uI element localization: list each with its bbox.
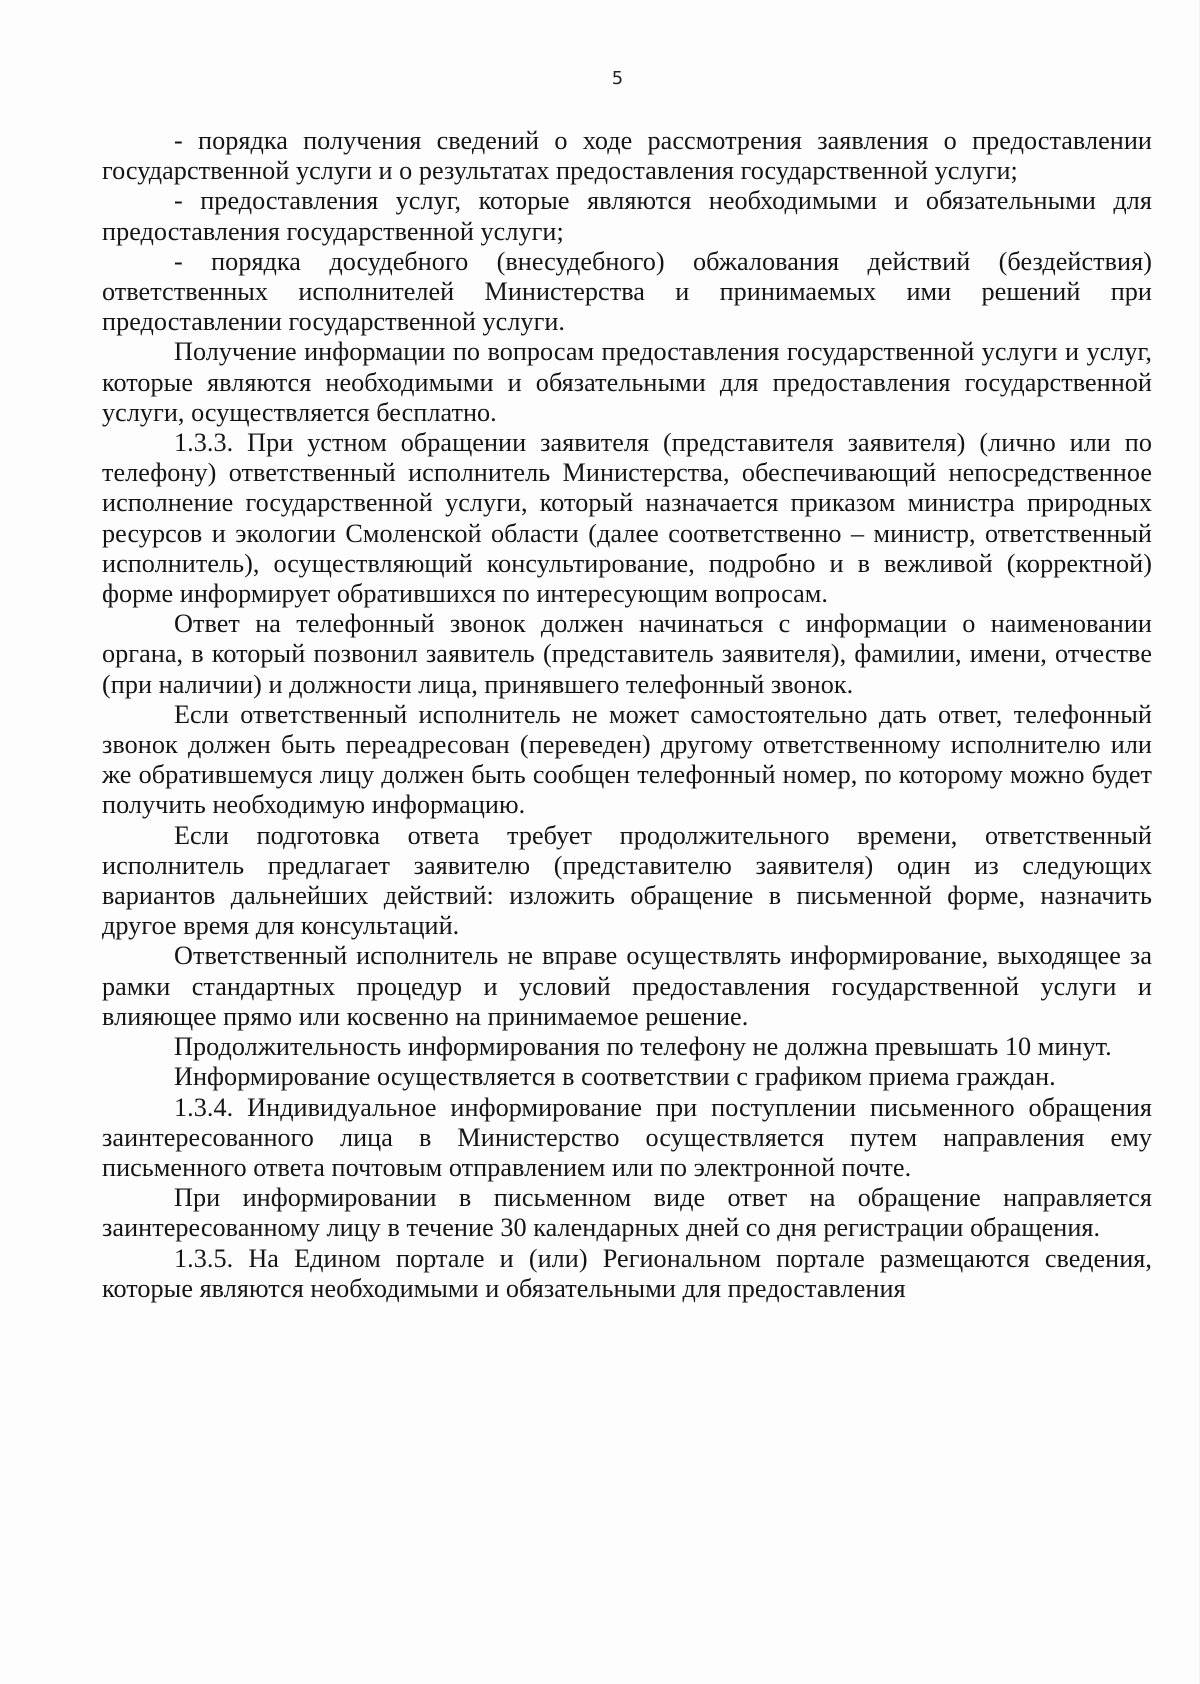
paragraph-section-1-3-4: 1.3.4. Индивидуальное информирование при поступлении письменного обращения заинтересованного лица в Министерство осуществляется путем направления ему письменного ответа почтовым отправлением или по электронной почте. [102,1092,1152,1182]
paragraph-free-information: Получение информации по вопросам предоставления государственной услуги и услуг, которые являются необходимыми и обязательными для предоставления государственной услуги, осуществляется бесплатно. [102,337,1152,427]
paragraph-appeal-procedure: - порядка досудебного (внесудебного) обжалования действий (бездействия) ответственных исполнителей Министерства и принимаемых ими решений при предоставлении государственной услуги. [102,246,1152,337]
paragraph-phone-answer: Ответ на телефонный звонок должен начинаться с информации о наименовании органа, в который позвонил заявитель (представитель заявителя), фамилии, имени, отчестве (при наличии) и должности лица, принявшего телефонный звонок. [102,609,1152,699]
paragraph-long-preparation: Если подготовка ответа требует продолжительного времени, ответственный исполнитель предлагает заявителю (представителю заявителя) один из следующих вариантов дальнейших действий: изложить обращение в письменной форме, назначить другое время для консультаций. [102,820,1152,941]
paragraph-section-1-3-5: 1.3.5. На Едином портале и (или) Региональном портале размещаются сведения, которые являются необходимыми и обязательными для предоставления [102,1243,1152,1303]
paragraph-procedure-info: - порядка получения сведений о ходе рассмотрения заявления о предоставлении государственной услуги и о результатах предоставления государственной услуги; [102,126,1152,186]
paragraph-phone-duration: Продолжительность информирования по телефону не должна превышать 10 минут. [174,1032,1112,1062]
page-number: 5 [611,68,624,89]
paragraph-call-redirect: Если ответственный исполнитель не может самостоятельно дать ответ, телефонный звонок должен быть переадресован (переведен) другому ответственному исполнителю или же обратившемуся лицу должен быть сообщен телефонный номер, по которому можно будет получить необходимую информацию. [102,699,1152,820]
paragraph-written-response: При информировании в письменном виде ответ на обращение направляется заинтересованному лицу в течение 30 календарных дней со дня регистрации обращения. [102,1183,1152,1243]
paragraph-required-services: - предоставления услуг, которые являются необходимыми и обязательными для предоставления государственной услуги; [102,186,1152,246]
document-body [102,126,1152,1304]
paragraph-reception-schedule: Информирование осуществляется в соответствии с графиком приема граждан. [174,1062,1056,1092]
paragraph-section-1-3-3: 1.3.3. При устном обращении заявителя (представителя заявителя) (лично или по телефону) ответственный исполнитель Министерства, обеспечивающий непосредственное исполнение государственной услуги, который назначается приказом министра природных ресурсов и экологии Смоленской области (далее соответственно – министр, ответственный исполнитель), осуществляющий консультирование, подробно и в вежливой (корректной) форме информирует обратившихся по интересующим вопросам. [102,428,1152,609]
paragraph-information-limits: Ответственный исполнитель не вправе осуществлять информирование, выходящее за рамки стандартных процедур и условий предоставления государственной услуги и влияющее прямо или косвенно на принимаемое решение. [102,941,1152,1031]
